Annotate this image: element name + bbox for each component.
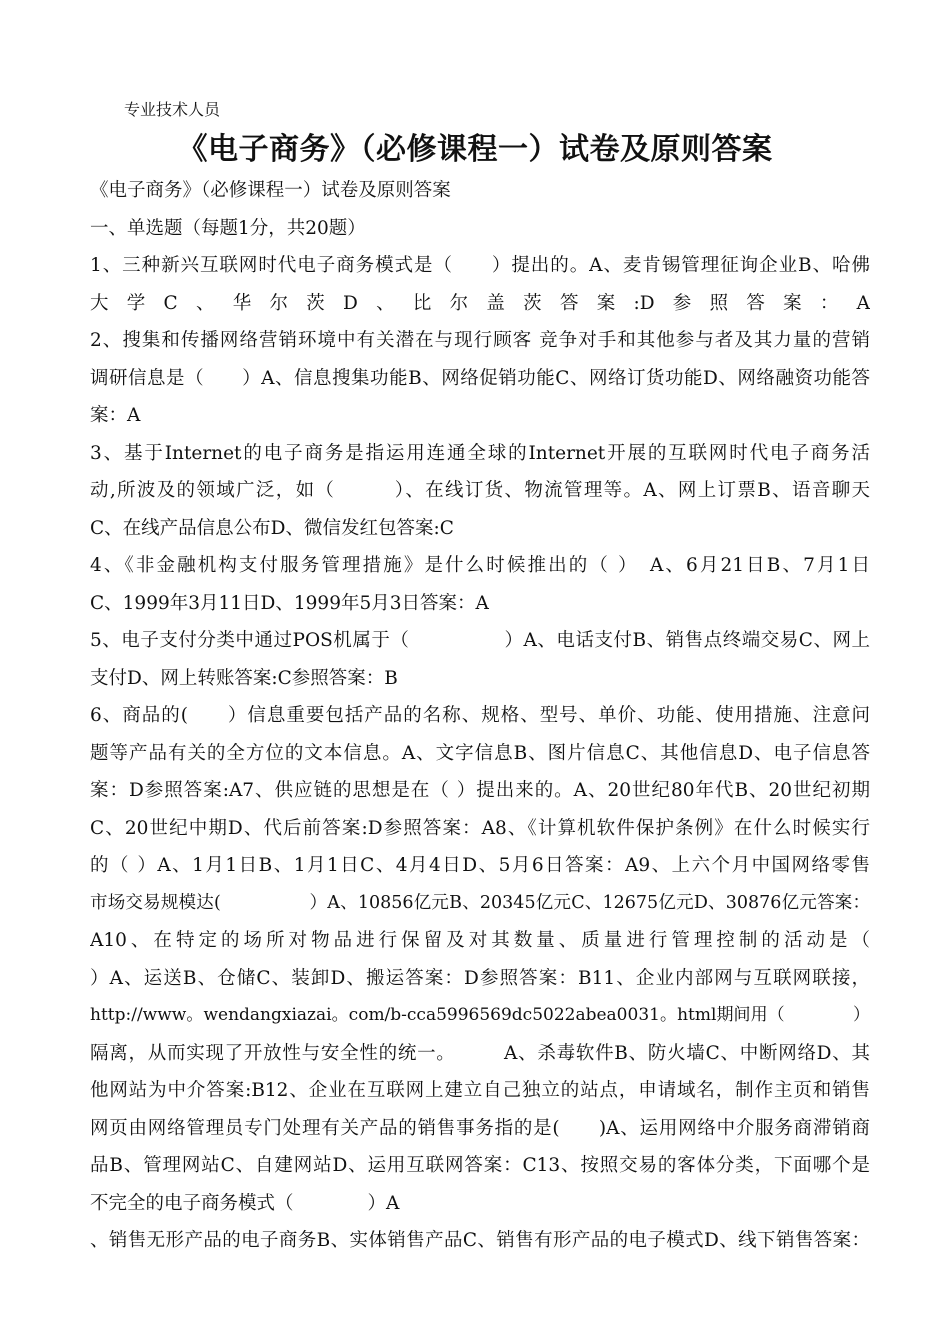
document-body <box>90 172 870 1260</box>
body-line: 他网站为中介答案:B12、企业在互联网上建立自己独立的站点，申请域名，制作主页和销售 <box>90 1080 870 1101</box>
body-line: 不完全的电子商务模式（ ）A <box>90 1192 400 1214</box>
body-line: 的（ ）A、1月1日B、1月1日C、4月4日D、5月6日答案：A9、上六个月中国网络零售 <box>90 855 870 876</box>
body-line: 题等产品有关的全方位的文本信息。A、文字信息B、图片信息C、其他信息D、电子信息答 <box>90 742 870 764</box>
body-line: C、20世纪中期D、代后前答案:D参照答案：A8、《计算机软件保护条例》在什么时候实行 <box>90 817 870 839</box>
body-line: 4、《非金融机构支付服务管理措施》是什么时候推出的（ ） A、6月21日B、7月1日 <box>90 555 870 576</box>
body-line: C、在线产品信息公布D、微信发红包答案:C <box>90 517 454 539</box>
body-line: http://www。wendangxiazai。com/b-cca5996569dc5022abea0031。html期间用（ ） <box>90 1005 870 1025</box>
body-line: 大学C、华尔茨D、比尔盖茨答案:D参照答案：A <box>90 292 870 314</box>
body-line: 《电子商务》（必修课程一）试卷及原则答案 <box>90 180 451 201</box>
body-line: 6、商品的( ）信息重要包括产品的名称、规格、型号、单价、功能、使用措施、注意问 <box>90 705 870 726</box>
body-line: 动,所波及的领域广泛，如（ ）、在线订货、物流管理等。A、网上订票B、语音聊天 <box>90 480 870 501</box>
body-line: 调研信息是（ ）A、信息搜集功能B、网络促销功能C、网络订货功能D、网络融资功能答 <box>90 367 870 389</box>
body-line: 支付D、网上转账答案:C参照答案：B <box>90 667 398 689</box>
body-line: 2、搜集和传播网络营销环境中有关潜在与现行顾客 竞争对手和其他参与者及其力量的营销 <box>90 330 870 351</box>
header-note: 专业技术人员 <box>124 100 221 119</box>
document-title: 《电子商务》（必修课程一）试卷及原则答案 <box>177 132 773 167</box>
body-line: 3、基于Internet的电子商务是指运用连通全球的Internet开展的互联网时代电子商务活 <box>90 442 870 464</box>
body-line: 案：A <box>90 405 141 426</box>
body-line: 市场交易规模达( ）A、10856亿元B、20345亿元C、12675亿元D、30876亿元答案： <box>90 892 870 913</box>
body-line: C、1999年3月11日D、1999年5月3日答案：A <box>90 592 489 614</box>
body-line: 隔离，从而实现了开放性与安全性的统一。 A、杀毒软件B、防火墙C、中断网络D、其 <box>90 1042 870 1064</box>
body-line: ）A、运送B、仓储C、装卸D、搬运答案：D参照答案：B11、企业内部网与互联网联接， <box>90 967 870 989</box>
body-line: 案：D参照答案:A7、供应链的思想是在（ ）提出来的。A、20世纪80年代B、20世纪初期 <box>90 780 870 801</box>
body-line: 网页由网络管理员专门处理有关产品的销售事务指的是( )A、运用网络中介服务商滞销商 <box>90 1117 870 1139</box>
body-line: 品B、管理网站C、自建网站D、运用互联网答案：C13、按照交易的客体分类，下面哪个是 <box>90 1155 870 1176</box>
body-line: 1、三种新兴互联网时代电子商务模式是（ ）提出的。A、麦肯锡管理征询企业B、哈佛 <box>90 255 870 276</box>
body-line: 、销售无形产品的电子商务B、实体销售产品C、销售有形产品的电子模式D、线下销售答案： <box>90 1230 870 1251</box>
body-line: 一、单选题（每题1分，共20题） <box>90 217 366 239</box>
body-line: A10、在特定的场所对物品进行保留及对其数量、质量进行管理控制的活动是（ <box>90 930 870 951</box>
body-line: 5、电子支付分类中通过POS机属于（ ）A、电话支付B、销售点终端交易C、网上 <box>90 630 870 651</box>
